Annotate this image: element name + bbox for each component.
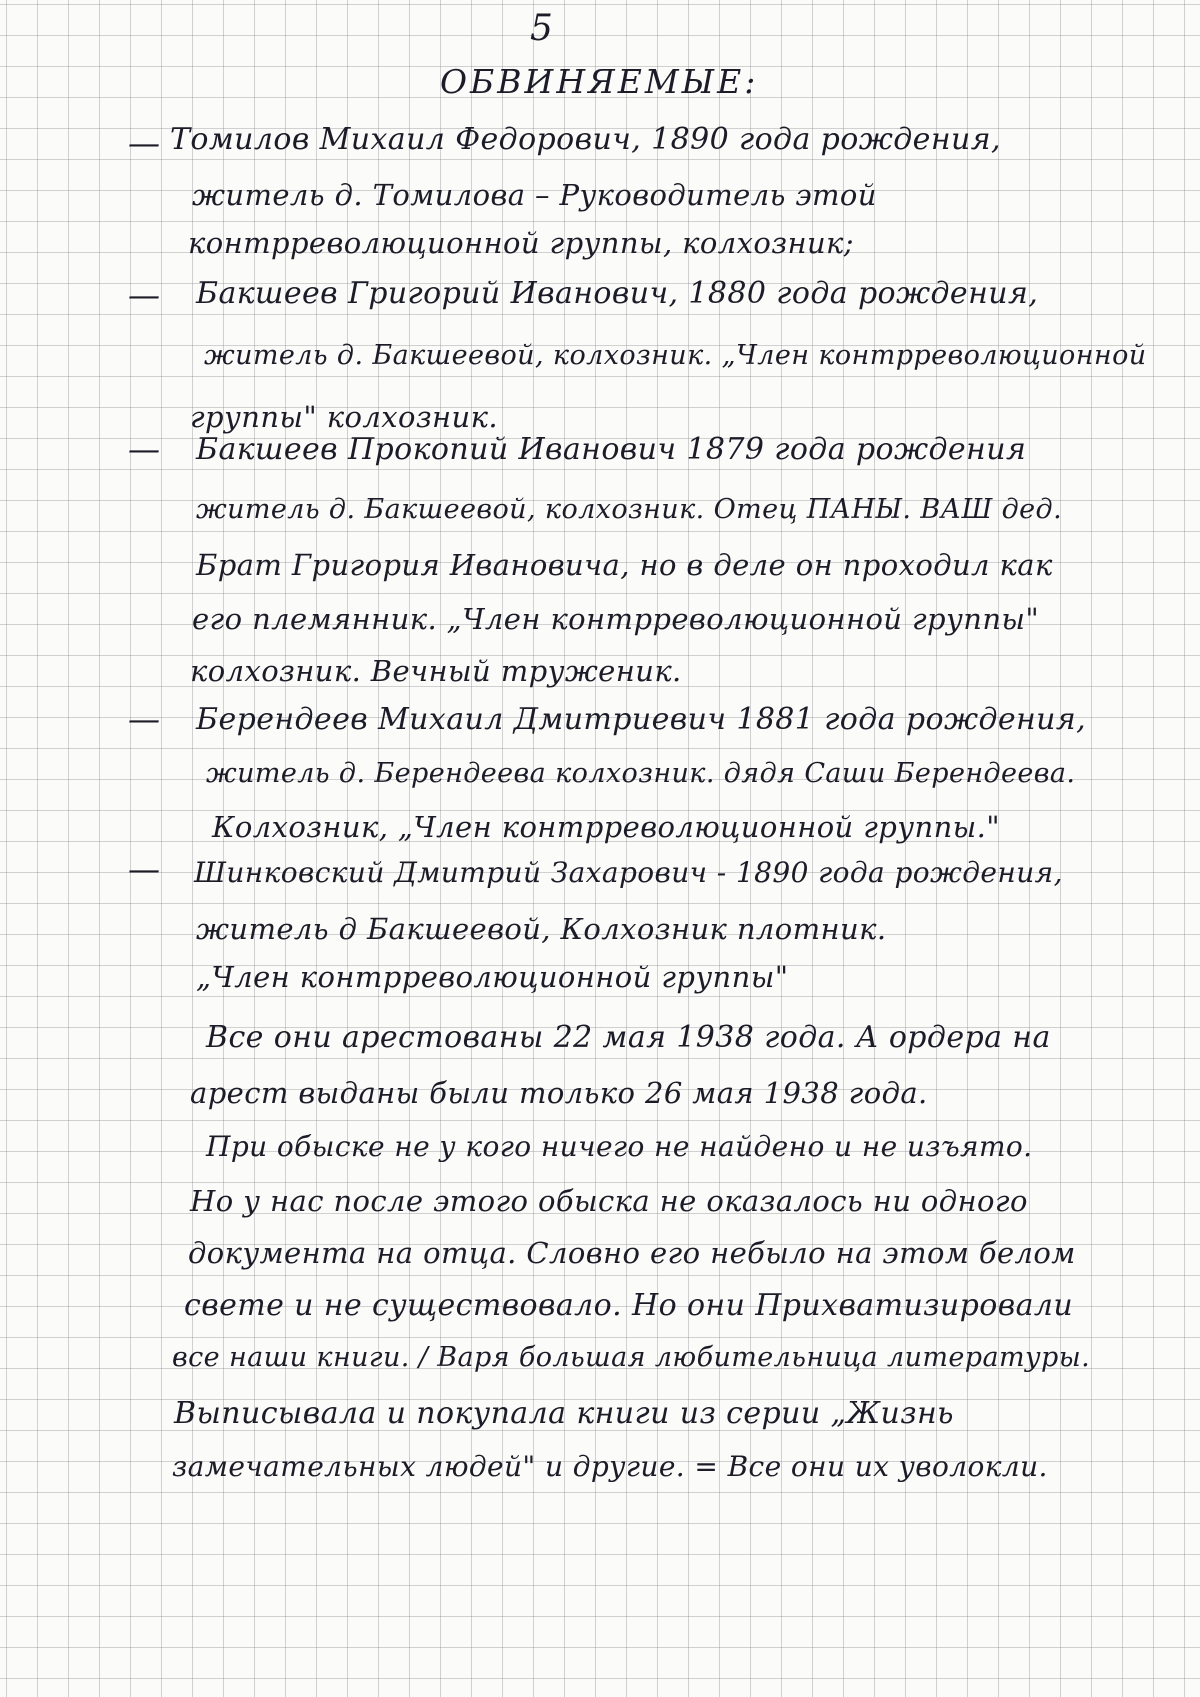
text-line: житель д. Берендеева колхозник. дядя Саши Берендеева. [206, 758, 1076, 789]
list-dash: — [128, 850, 160, 888]
text-line: Бакшеев Прокопий Иванович 1879 года рождения [196, 432, 1027, 467]
text-line: Но у нас после этого обыска не оказалось ни одного [190, 1184, 1028, 1218]
text-line: „Член контрреволюционной группы" [196, 960, 789, 994]
text-line: При обыске не у кого ничего не найдено и не изъято. [206, 1130, 1033, 1163]
list-dash: — [128, 124, 160, 162]
text-line: группы" колхозник. [190, 400, 498, 434]
page-number: 5 [530, 8, 553, 49]
list-dash: — [128, 700, 160, 738]
text-line: житель д. Томилова – Руководитель этой [192, 178, 877, 212]
text-line: его племянник. „Член контрреволюционной группы" [192, 602, 1040, 636]
text-line: колхозник. Вечный труженик. [190, 654, 682, 688]
text-line: документа на отца. Словно его небыло на этом белом [188, 1236, 1076, 1270]
text-line: замечательных людей" и другие. = Все они их уволокли. [172, 1450, 1048, 1483]
text-line: Шинковский Дмитрий Захарович - 1890 года рождения, [194, 856, 1063, 889]
text-line: Брат Григория Ивановича, но в деле он проходил как [196, 548, 1053, 582]
text-line: Выписывала и покупала книги из серии „Жизнь [174, 1396, 954, 1431]
text-line: Томилов Михаил Федорович, 1890 года рождения, [170, 122, 1001, 157]
text-line: свете и не существовало. Но они Прихватизировали [184, 1288, 1074, 1323]
text-line: контрреволюционной группы, колхозник; [188, 226, 854, 260]
text-line: Колхозник, „Член контрреволюционной группы." [212, 810, 1001, 844]
text-line: житель д. Бакшеевой, колхозник. „Член контрреволюционной [204, 340, 1147, 371]
list-dash: — [128, 430, 160, 468]
text-line: Бакшеев Григорий Иванович, 1880 года рождения, [196, 276, 1039, 311]
list-dash: — [128, 276, 160, 314]
text-line: житель д Бакшеевой, Колхозник плотник. [196, 912, 887, 946]
text-line: Все они арестованы 22 мая 1938 года. А ордера на [206, 1020, 1051, 1055]
text-line: житель д. Бакшеевой, колхозник. Отец ПАНЫ. ВАШ дед. [196, 494, 1063, 525]
text-line: Берендеев Михаил Дмитриевич 1881 года рождения, [196, 702, 1087, 737]
text-line: все наши книги. / Варя большая любительница литературы. [172, 1342, 1091, 1373]
page-heading: ОБВИНЯЕМЫЕ: [440, 62, 759, 101]
text-line: арест выданы были только 26 мая 1938 года. [190, 1076, 928, 1110]
